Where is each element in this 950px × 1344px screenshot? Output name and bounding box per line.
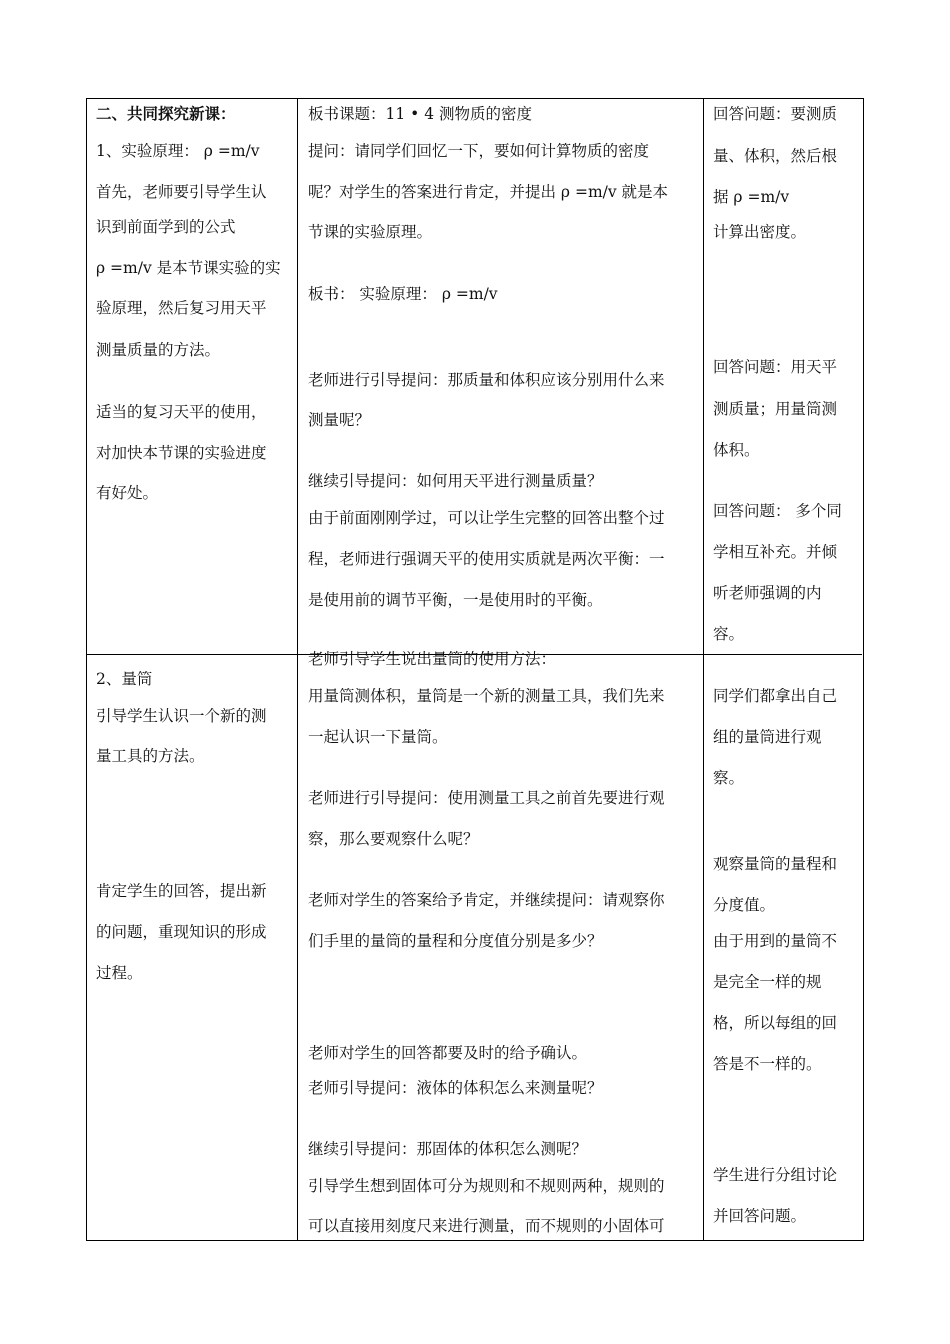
student-activity-line: 同学们都拿出自己 <box>713 687 838 705</box>
teacher-note-line: 量工具的方法。 <box>96 747 205 765</box>
teaching-activity-line: 板书： 实验原理： ρ =m/v <box>308 285 498 303</box>
student-activity-line: 量、体积，然后根 <box>713 147 838 165</box>
teaching-activity-line: 一起认识一下量筒。 <box>308 728 448 746</box>
teacher-note-line: 识到前面学到的公式 <box>96 218 236 236</box>
table-top-border <box>86 98 864 99</box>
teaching-activity-line: 提问：请同学们回忆一下，要如何计算物质的密度 <box>308 142 650 160</box>
teaching-activity-line: 用量筒测体积，量筒是一个新的测量工具，我们先来 <box>308 687 665 705</box>
student-activity-line: 据 ρ =m/v <box>713 188 790 206</box>
student-activity-line: 学生进行分组讨论 <box>713 1166 838 1184</box>
teacher-note-line: ρ =m/v 是本节课实验的实 <box>96 259 281 277</box>
teacher-note-line: 首先，老师要引导学生认 <box>96 183 267 201</box>
teacher-note-line: 适当的复习天平的使用， <box>96 403 267 421</box>
student-activity-line: 由于用到的量筒不 <box>713 932 838 950</box>
teaching-activity-line: 察，那么要观察什么呢？ <box>308 830 479 848</box>
student-activity-line: 并回答问题。 <box>713 1207 807 1225</box>
student-activity-line: 答是不一样的。 <box>713 1055 822 1073</box>
student-activity-line: 观察量筒的量程和 <box>713 855 838 873</box>
student-activity-line: 回答问题：用天平 <box>713 358 838 376</box>
teaching-activity-line: 程，老师进行强调天平的使用实质就是两次平衡：一 <box>308 550 665 568</box>
student-activity-line: 格，所以每组的回 <box>713 1014 838 1032</box>
student-activity-line: 是完全一样的规 <box>713 973 822 991</box>
student-activity-line: 测质量；用量筒测 <box>713 400 838 418</box>
teaching-activity-line: 节课的实验原理。 <box>308 223 433 241</box>
teacher-note-line: 有好处。 <box>96 484 159 502</box>
teaching-activity-line: 板书课题：11 • 4 测物质的密度 <box>308 105 533 123</box>
teacher-note-line: 测量质量的方法。 <box>96 341 221 359</box>
student-activity-line: 学相互补充。并倾 <box>713 543 838 561</box>
teacher-note-line: 对加快本节课的实验进度 <box>96 444 267 462</box>
section-heading: 二、共同探究新课： <box>96 105 236 123</box>
teaching-activity-line: 测量呢？ <box>308 411 371 429</box>
teaching-activity-line: 老师对学生的回答都要及时的给予确认。 <box>308 1044 588 1062</box>
teaching-activity-line: 老师引导学生说出量筒的使用方法： <box>308 650 557 668</box>
teaching-activity-line: 是使用前的调节平衡，一是使用时的平衡。 <box>308 591 603 609</box>
teaching-activity-line: 们手里的量筒的量程和分度值分别是多少？ <box>308 932 603 950</box>
student-activity-line: 察。 <box>713 769 745 787</box>
principle-label: 1、实验原理： ρ =m/v <box>96 142 260 160</box>
teaching-activity-line: 老师引导提问：液体的体积怎么来测量呢？ <box>308 1079 603 1097</box>
teacher-note-line: 的问题，重现知识的形成 <box>96 923 267 941</box>
teaching-activity-line: 引导学生想到固体可分为规则和不规则两种，规则的 <box>308 1177 665 1195</box>
teaching-activity-line: 老师进行引导提问：那质量和体积应该分别用什么来 <box>308 371 665 389</box>
table-left-border <box>86 98 87 1241</box>
table-bottom-border <box>86 1240 864 1241</box>
table-column-divider-2 <box>703 98 704 1241</box>
teaching-activity-line: 可以直接用刻度尺来进行测量，而不规则的小固体可 <box>308 1217 665 1235</box>
table-right-border <box>863 98 864 1241</box>
teaching-activity-line: 继续引导提问：那固体的体积怎么测呢？ <box>308 1140 588 1158</box>
teaching-activity-line: 由于前面刚刚学过，可以让学生完整的回答出整个过 <box>308 509 665 527</box>
teacher-note-line: 验原理，然后复习用天平 <box>96 299 267 317</box>
student-activity-line: 听老师强调的内 <box>713 584 822 602</box>
teacher-note-line: 肯定学生的回答，提出新 <box>96 882 267 900</box>
teaching-activity-line: 老师对学生的答案给予肯定，并继续提问：请观察你 <box>308 891 665 909</box>
graduated-cylinder-label: 2、量筒 <box>96 670 153 688</box>
teaching-activity-line: 老师进行引导提问：使用测量工具之前首先要进行观 <box>308 789 665 807</box>
teacher-note-line: 引导学生认识一个新的测 <box>96 707 267 725</box>
student-activity-line: 计算出密度。 <box>713 223 807 241</box>
table-column-divider-1 <box>297 98 298 1241</box>
student-activity-line: 回答问题：要测质 <box>713 105 838 123</box>
student-activity-line: 分度值。 <box>713 896 776 914</box>
student-activity-line: 容。 <box>713 625 745 643</box>
teacher-note-line: 过程。 <box>96 964 143 982</box>
student-activity-line: 组的量筒进行观 <box>713 728 822 746</box>
student-activity-line: 体积。 <box>713 441 760 459</box>
student-activity-line: 回答问题： 多个同 <box>713 502 842 520</box>
teaching-activity-line: 呢？对学生的答案进行肯定，并提出 ρ =m/v 就是本 <box>308 183 669 201</box>
teaching-activity-line: 继续引导提问：如何用天平进行测量质量？ <box>308 472 603 490</box>
